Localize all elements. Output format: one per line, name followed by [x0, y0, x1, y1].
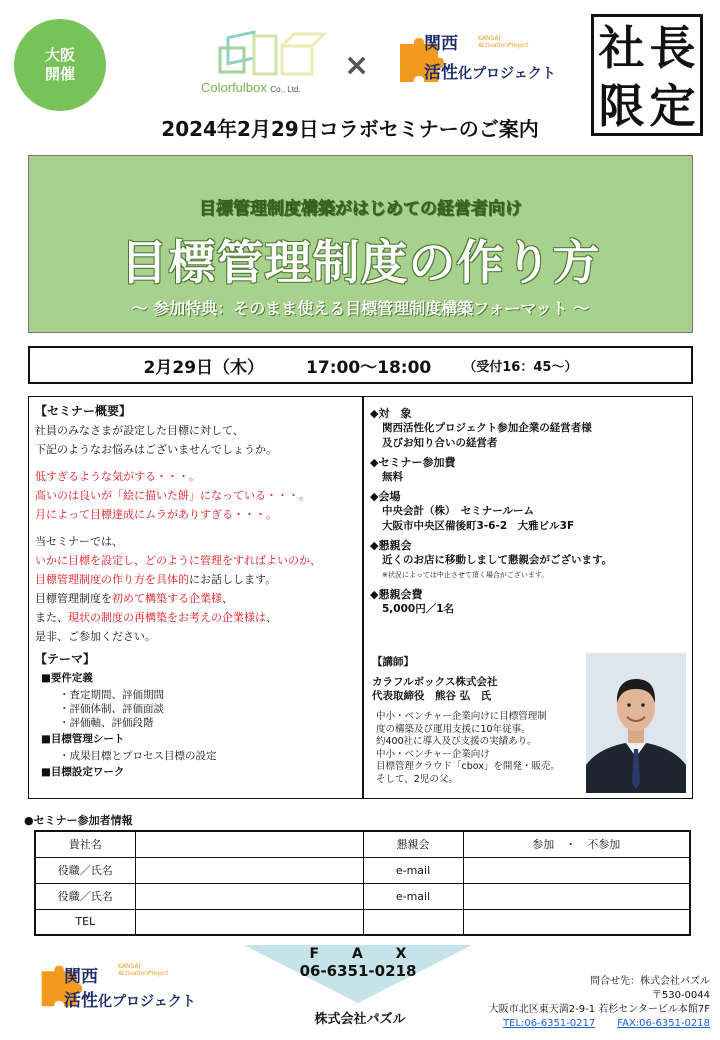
kansai-kanji2: 活性 — [64, 991, 98, 1011]
overview-p6: 是非、ご参加ください。 — [35, 630, 156, 643]
lecturer-photo — [586, 653, 686, 793]
role-input-cell[interactable] — [135, 883, 363, 909]
lecturer-company: カラフルボックス株式会社 — [372, 676, 498, 688]
bio-line: 約400社に導入及び支援の実績あり。 — [376, 736, 537, 747]
column-divider — [362, 396, 364, 799]
bio-line: そして、2児の父。 — [376, 773, 458, 785]
date-time: 17:00～18:00 — [306, 357, 432, 378]
venue-heading: ◆会場 — [370, 490, 401, 503]
theme-item: ■目標設定ワーク — [41, 766, 125, 778]
kansai-rest: 化プロジェクト — [98, 994, 196, 1010]
party-heading: ◆懇親会 — [370, 539, 412, 552]
company-input-cell[interactable] — [135, 831, 363, 857]
hero-title: 目標管理制度の作り方 — [120, 236, 601, 291]
overview-p3a: 目標管理制度の作り方を具体的 — [35, 573, 189, 586]
seminar-title: 2024年2月29日コラボセミナーのご案内 — [161, 117, 539, 141]
table-row — [35, 909, 690, 935]
registration-table — [34, 830, 691, 936]
kansai-en2: ActivationProject — [118, 970, 169, 977]
email-label-cell: e-mail — [363, 883, 463, 909]
kansai-en1: KANSAI — [118, 963, 141, 970]
lecturer-section — [372, 655, 582, 786]
venue-value: 中央会計（株） セミナールーム — [382, 505, 535, 517]
target-value: 関西活性化プロジェクト参加企業の経営者様 — [382, 422, 592, 434]
overview-intro2: 下記のようなお悩みはございませんでしょうか。 — [35, 443, 277, 456]
target-value: 及びお知り合いの経営者 — [382, 437, 498, 449]
table-row — [35, 857, 690, 883]
fax-number: 06-6351-0218 — [299, 962, 417, 980]
bio-line: 中小・ベンチャー企業向け — [376, 748, 490, 760]
party-label-cell: 懇親会 — [363, 831, 463, 857]
kansai-logo — [396, 28, 566, 92]
company-label-cell: 貴社名 — [35, 831, 135, 857]
attend-label-cell: 参加 ・ 不参加 — [463, 831, 690, 857]
role-label-cell: 役職／氏名 — [35, 857, 135, 883]
stamp-char: 限 — [598, 79, 645, 133]
overview-column — [35, 402, 357, 782]
overview-heading: 【セミナー概要】 — [35, 404, 132, 418]
kansai-kanji1: 関西 — [64, 967, 98, 987]
empty-cell — [363, 909, 463, 935]
times-sign: × — [344, 48, 370, 83]
registration-heading: ●セミナー参加者情報 — [24, 814, 133, 827]
date-day: 2月29日（木） — [143, 357, 265, 378]
hero-banner — [28, 155, 693, 333]
email-input-cell[interactable] — [463, 883, 690, 909]
theme-item: ■目標管理シート — [41, 733, 125, 745]
contact-fax-link[interactable]: FAX:06-6351-0218 — [617, 1018, 710, 1029]
kansai-en1: KANSAI — [478, 35, 501, 42]
kansai-kanji2: 活性 — [424, 63, 458, 83]
table-row — [35, 831, 690, 857]
date-reception: （受付16：45～） — [463, 359, 578, 375]
worry-3: 月によって目標達成にムラがありすぎる・・・。 — [35, 508, 277, 521]
osaka-badge — [14, 19, 106, 111]
empty-cell — [463, 909, 690, 935]
bio-line: 度の構築及び運用支援に10年従事。 — [376, 723, 531, 735]
fax-label: F A X — [309, 946, 421, 962]
kansai-logo-bottom — [38, 960, 208, 1016]
partyfee-value: 5,000円／1名 — [382, 603, 455, 615]
theme-subitem: ・査定期間、評価期間 — [59, 689, 164, 701]
overview-p5a: また、 — [35, 611, 68, 624]
overview-p4b: 初めて構築する企業様 — [112, 592, 222, 605]
theme-subitem: ・評価体制、評価面談 — [59, 703, 164, 715]
overview-p4c: 、 — [222, 592, 233, 605]
details-column — [370, 402, 688, 617]
kansai-rest: 化プロジェクト — [458, 66, 556, 82]
stamp-char: 定 — [649, 79, 696, 133]
role-input-cell[interactable] — [135, 857, 363, 883]
overview-p5b: 現状の制度の再構築をお考えの企業様は — [68, 611, 266, 624]
date-box — [28, 346, 693, 384]
party-value: 近くのお店に移動しまして懇親会がございます。 — [382, 554, 613, 566]
theme-heading: 【テーマ】 — [35, 652, 96, 666]
overview-p3b: にお話しします。 — [189, 573, 277, 586]
overview-intro1: 社員のみなさまが設定した目標に対して、 — [35, 424, 244, 437]
overview-p2: いかに目標を設定し、どのように管理をすればよいのか、 — [35, 554, 321, 567]
kansai-en2: ActivationProject — [478, 42, 529, 49]
theme-subitem: ・成果目標とプロセス目標の設定 — [59, 750, 217, 762]
fee-value: 無料 — [382, 471, 403, 483]
contact-tel-link[interactable]: TEL:06-6351-0217 — [503, 1018, 596, 1029]
email-label-cell: e-mail — [363, 857, 463, 883]
colorfulbox-suffix: Co., Ltd. — [270, 85, 301, 94]
kansai-kanji1: 関西 — [424, 34, 458, 54]
stamp-char: 長 — [649, 21, 696, 75]
lecturer-heading: 【講師】 — [372, 656, 414, 668]
theme-subitem: ・評価軸、評価段階 — [59, 717, 154, 729]
contact-block — [466, 975, 710, 1031]
worry-2: 高いのは良いが「絵に描いた餅」になっている・・・。 — [35, 489, 310, 502]
tel-label-cell: TEL — [35, 909, 135, 935]
hero-bonus: ～ 参加特典：そのまま使える目標管理制度構築フォーマット ～ — [131, 299, 590, 318]
hero-subtitle: 目標管理制度構築がはじめての経営者向け — [199, 199, 522, 219]
contact-line3: 大阪市北区東天満2-9-1 若杉センタービル本館7F — [488, 1004, 710, 1015]
table-row — [35, 883, 690, 909]
badge-line1: 大阪 — [44, 46, 75, 64]
bio-line: 目標管理クラウド「cbox」を開発・販売。 — [376, 761, 560, 772]
bio-line: 中小・ベンチャー企業向けに目標管理制 — [376, 711, 547, 722]
president-only-stamp — [591, 14, 703, 136]
colorfulbox-wordmark — [201, 80, 301, 95]
fee-heading: ◆セミナー参加費 — [370, 456, 456, 469]
contact-line2: 〒530-0044 — [651, 990, 710, 1001]
party-note: ※状況によっては中止させて頂く場合がございます。 — [382, 571, 549, 579]
email-input-cell[interactable] — [463, 857, 690, 883]
tel-input-cell[interactable] — [135, 909, 363, 935]
partyfee-heading: ◆懇親会費 — [370, 588, 423, 601]
theme-item: ■要件定義 — [41, 672, 93, 684]
overview-p5c: 、 — [266, 611, 277, 624]
lecturer-bio — [372, 711, 582, 786]
worry-1: 低すぎるような気がする・・・。 — [35, 470, 200, 483]
venue-value: 大阪市中央区備後町3-6-2 大雅ビル3F — [382, 520, 575, 532]
overview-p4a: 目標管理制度を — [35, 592, 112, 605]
lecturer-name: 代表取締役 熊谷 弘 氏 — [372, 690, 492, 702]
stamp-char: 社 — [598, 21, 645, 75]
contact-line1: 問合せ先：株式会社パズル — [590, 976, 710, 987]
overview-p1: 当セミナーでは、 — [35, 535, 123, 548]
badge-line2: 開催 — [44, 65, 75, 83]
role-label-cell: 役職／氏名 — [35, 883, 135, 909]
colorfulbox-name: Colorfulbox — [201, 80, 267, 95]
target-heading: ◆対 象 — [370, 407, 412, 420]
company-name: 株式会社パズル — [314, 1012, 406, 1027]
